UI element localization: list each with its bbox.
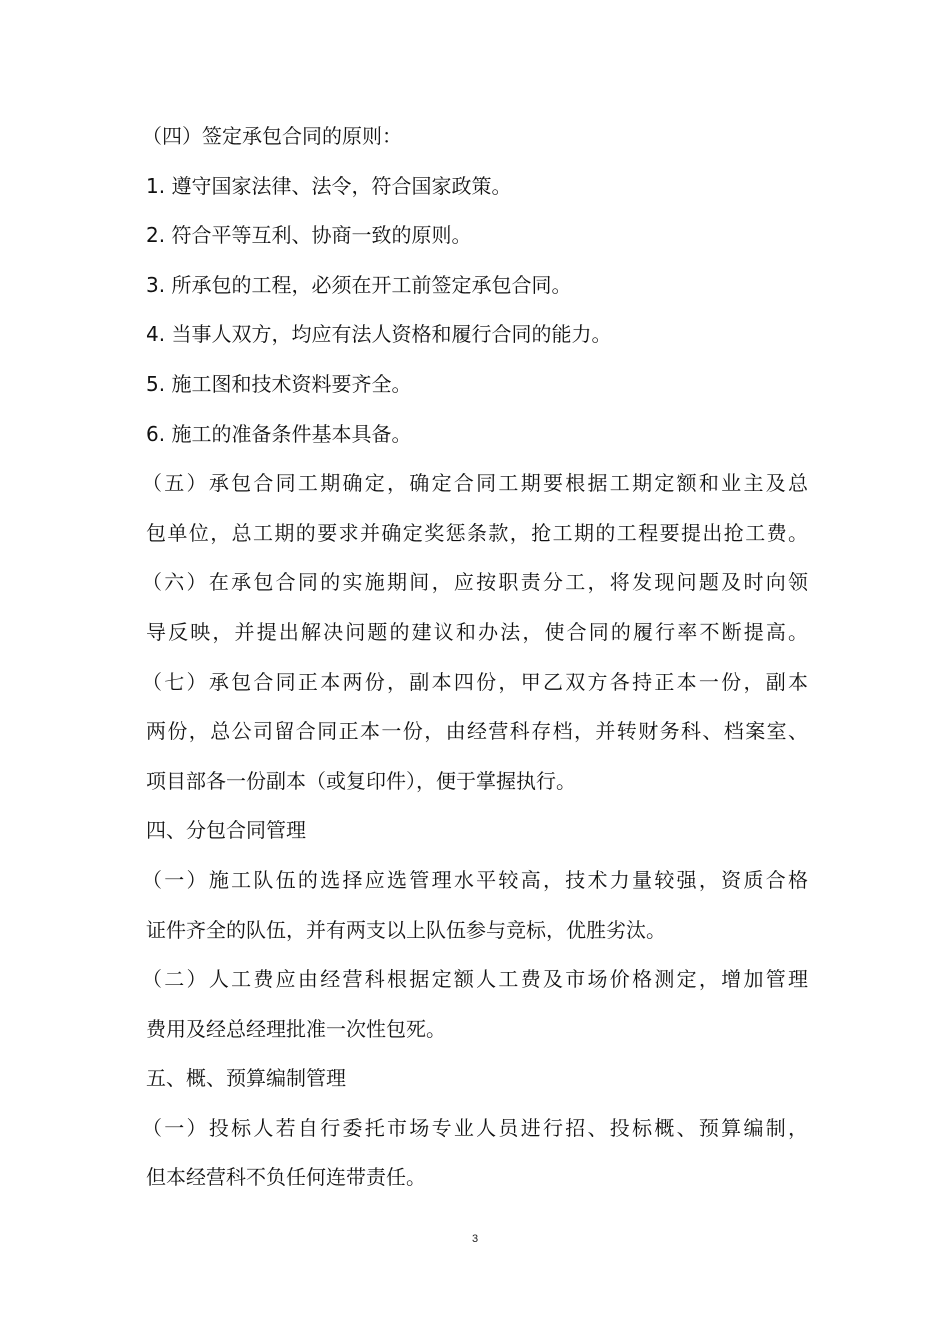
section-heading: 五、概、预算编制管理: [146, 1066, 346, 1091]
paragraph-line: 证件齐全的队伍，并有两支以上队伍参与竞标，优胜劣汰。: [146, 917, 666, 942]
paragraph-line: （一）施工队伍的选择应选管理水平较高，技术力量较强，资质合格: [142, 867, 808, 892]
list-item: 5. 施工图和技术资料要齐全。: [146, 371, 412, 396]
paragraph-line: 费用及经总经理批准一次性包死。: [146, 1016, 446, 1041]
paragraph-line: 导反映，并提出解决问题的建议和办法，使合同的履行率不断提高。: [146, 619, 808, 644]
section-heading-4: （四）签定承包合同的原则：: [142, 124, 402, 148]
list-item: 1. 遵守国家法律、法令，符合国家政策。: [146, 173, 512, 198]
paragraph-line: 项目部各一份副本（或复印件），便于掌握执行。: [146, 768, 576, 793]
page-number: 3: [471, 1233, 479, 1245]
list-item: 4. 当事人双方，均应有法人资格和履行合同的能力。: [146, 322, 612, 347]
list-item: 3. 所承包的工程，必须在开工前签定承包合同。: [146, 272, 572, 297]
paragraph-line: （二）人工费应由经营科根据定额人工费及市场价格测定，增加管理: [142, 967, 808, 992]
paragraph-line: 包单位，总工期的要求并确定奖惩条款，抢工期的工程要提出抢工费。: [146, 520, 808, 545]
paragraph-line: （七）承包合同正本两份，副本四份，甲乙双方各持正本一份，副本: [142, 669, 808, 694]
paragraph-line: 两份，总公司留合同正本一份，由经营科存档，并转财务科、档案室、: [146, 719, 808, 744]
body-text: [142, 116, 808, 1207]
list-item: 2. 符合平等互利、协商一致的原则。: [146, 223, 472, 248]
paragraph-line: （六）在承包合同的实施期间，应按职责分工，将发现问题及时向领: [142, 570, 808, 595]
paragraph-line: 但本经营科不负任何连带责任。: [146, 1165, 426, 1190]
paragraph-line: （五）承包合同工期确定，确定合同工期要根据工期定额和业主及总: [142, 471, 808, 496]
paragraph-line: （一）投标人若自行委托市场专业人员进行招、投标概、预算编制，: [142, 1115, 808, 1140]
section-heading: 四、分包合同管理: [146, 818, 306, 843]
list-item: 6. 施工的准备条件基本具备。: [146, 421, 412, 446]
